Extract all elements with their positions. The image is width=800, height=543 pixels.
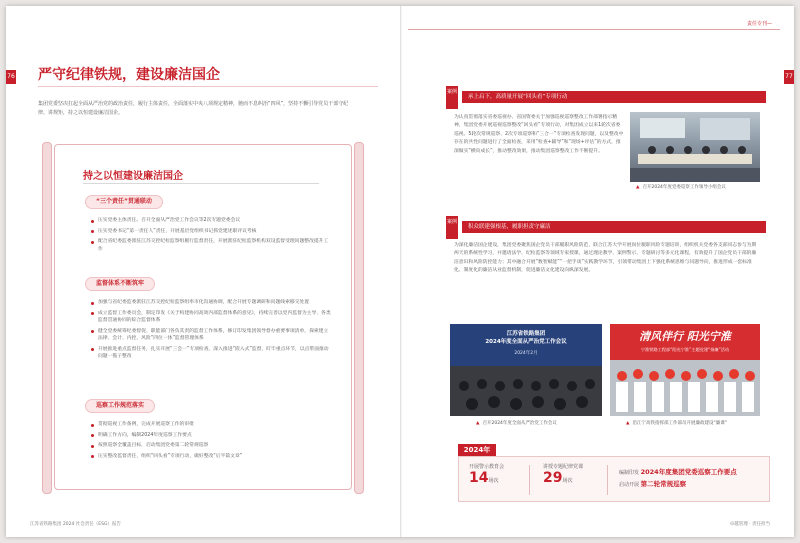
panel-title-divider bbox=[83, 183, 319, 184]
photo-date: 2024年2月 bbox=[514, 351, 538, 356]
photo-subtitle: 宁淮铁路工程部“阳光宁淮”主题党建“扬廉”活动 bbox=[640, 347, 730, 352]
list-item: 压实整改监督责任，组织“回头看”专项行动，做好整改“后半篇文章” bbox=[91, 453, 331, 461]
footer-left: 江苏省铁路集团 2024 社会责任（ESG）报告 bbox=[30, 522, 121, 527]
case-text: 为认真贯彻落实省委巡视办、省国资委关于加强巡视巡察整改工作部署指示精神，集团党委开展巡视巡察整改“回头看”专项行动，对集团成立以来1轮次省委巡视、5轮次常规巡察、2次专项巡察和“三合一”专项检查发现问题，以及整改中存在的共性问题进行了全面检查，采用“检查+辅导”和“现场+评估”的方式，推深做实“横向成长”，推动整改效果，推动集团巡察整改工作不断提升。 bbox=[454, 115, 624, 154]
list-item: 压实党委书记“第一责任人”责任，开展基层党组织书记抓党建述职评议考核 bbox=[91, 228, 331, 236]
activity-photo bbox=[610, 324, 760, 416]
section-list-responsibility bbox=[91, 217, 331, 256]
photo-caption-right: ▲ 沿江宁高铁指挥部工作部员开展廉政建设“廉课” bbox=[626, 420, 727, 426]
photo-caption: ▲ 召开2024年度党委巡察工作领导小组会议 bbox=[636, 184, 726, 190]
stat-inspection-plan bbox=[619, 467, 737, 491]
header-divider bbox=[408, 29, 780, 30]
stat-value: 29 bbox=[543, 470, 563, 486]
page-tab-left: 76 bbox=[6, 70, 16, 84]
list-item: 压实党委主体责任。召开全面从严治党工作会议等2次专题党委会议 bbox=[91, 217, 331, 225]
stat-divider bbox=[607, 465, 608, 495]
list-item: 开展推进重点监督任务，扎实开展“三会一”专项检查，深入推进“嵌入式”监督，盯牢重点环节，以点带面推动问题一揽子整改 bbox=[91, 346, 331, 361]
meeting-photo bbox=[630, 112, 760, 182]
stat-warning-meetings bbox=[469, 463, 504, 486]
photo-banner: 清风伴行 阳光宁淮 bbox=[639, 330, 731, 343]
photo-caption-left: ▲ 召开2024年度全面从严治党工作会议 bbox=[476, 420, 557, 426]
footer-right: 卓越管理 · 责任担当 bbox=[729, 522, 770, 527]
stat-highlight: 2024年度集团党委巡察工作要点 bbox=[640, 468, 737, 476]
conference-photo bbox=[450, 324, 602, 416]
page-tab-right: 77 bbox=[784, 70, 794, 84]
list-item: 健全党委统筹纪委督促、职能部门各负其责的监督工作体系，修订印发集团领导督办重要事项清单，探索建立法律、会计、内控、风险“四位一体”监督管理体系 bbox=[91, 328, 331, 343]
page-title: 严守纪律铁规，建设廉洁国企 bbox=[38, 67, 220, 83]
section-chip-responsibility: “三个责任”贯通联动 bbox=[85, 195, 163, 209]
list-item: 明确工作方向，编制2024年度巡察工作要点 bbox=[91, 432, 331, 440]
case-2 bbox=[446, 216, 766, 431]
case-title: 积众联建强根基，履职担责守廉洁 bbox=[462, 221, 766, 233]
stat-divider bbox=[529, 465, 530, 495]
page-fold bbox=[400, 6, 402, 537]
title-divider bbox=[38, 86, 378, 87]
stats-year: 2024年 bbox=[458, 444, 496, 456]
list-item: 配合省纪委监委派驻江苏交控纪检监察组履行监督责任，开展派驻纪检监察机构双设监督受理问题整改提升工作 bbox=[91, 238, 331, 253]
stat-highlight: 第二轮常规巡察 bbox=[640, 480, 687, 488]
case-badge: 案例 bbox=[446, 216, 458, 239]
stat-unit: 场次 bbox=[488, 478, 499, 484]
section-chip-inspection: 巡察工作规范落实 bbox=[85, 399, 155, 413]
case-badge: 案例 bbox=[446, 86, 458, 109]
list-item: 成立监督工作委员会，制定印发《关于构建协同高效内部监督体系的意见》，持续完善以党内监督为主导、各类监督贯通协同的综合监督体系 bbox=[91, 310, 331, 325]
photo-banner: 江苏省铁路集团 2024年度全面从严治党工作会议 bbox=[485, 331, 567, 345]
report-spread bbox=[6, 6, 794, 537]
stat-label: 讲授专题纪律党课 bbox=[543, 464, 584, 470]
section-list-inspection bbox=[91, 421, 331, 463]
stat-prefix: 启动开展 bbox=[619, 482, 640, 488]
section-list-supervision bbox=[91, 299, 331, 364]
section-chip-supervision: 监督体系不断筑牢 bbox=[85, 277, 155, 291]
case-text: 为深化廉洁国企建设，集团党委聚焦国企党员干部履职风险防范，联合江苏大学开展岗位履职风险专题培训，组织机关党委各支部同志参与为期两天的系统性学习，并邀请法学、纪检监察等领域专家授课，通过理论教学、案例警示、专题研讨等多元化课程，有效提升了国企党员干部的廉洁意识和风险防控能力；其中融合开展“数智赋能”“一把手谈”实践教学环节，引领带动集团上下强化系统思维与问题导向，推进形成一套标准化、制度化的廉洁从业监督机制，促进廉洁文化建设向纵深发展。 bbox=[454, 243, 757, 274]
stat-unit: 场次 bbox=[562, 478, 573, 484]
list-item: 按照巡察全覆盖目标，启动集团党委第二轮常规巡察 bbox=[91, 442, 331, 450]
intro-paragraph: 集团党委坚决扛起全面从严治党的政治责任，履行主体责任，全面落实中央八项规定精神，驰而不息纠治“四风”，坚持不懈引导党员干部守纪律、讲规矩，持之以恒建设廉洁国企。 bbox=[38, 101, 349, 116]
stat-value: 14 bbox=[469, 470, 489, 486]
case-1 bbox=[446, 86, 766, 196]
honesty-panel bbox=[54, 144, 352, 490]
stats-box bbox=[458, 456, 770, 502]
stat-prefix: 编制印发 bbox=[619, 470, 640, 476]
case-title: 承上启下，高质量开展“回头看”专项行动 bbox=[462, 91, 766, 103]
stat-discipline-lectures bbox=[543, 463, 583, 486]
stat-label: 开展警示教育会 bbox=[469, 464, 505, 470]
meeting-illustration bbox=[630, 112, 760, 182]
scroll-roll-left bbox=[42, 142, 52, 494]
header-tag: 责任专刊— bbox=[746, 21, 772, 27]
panel-title: 持之以恒建设廉洁国企 bbox=[83, 171, 183, 182]
list-item: 加强与省纪委监委派驻江苏交控纪检监察组率市化沟通协调，配合开展专题调研和问题线索移交处置 bbox=[91, 299, 331, 307]
scroll-roll-right bbox=[354, 142, 364, 494]
list-item: 贯彻巡视工作条例，完成开展巡察工作的审批 bbox=[91, 421, 331, 429]
